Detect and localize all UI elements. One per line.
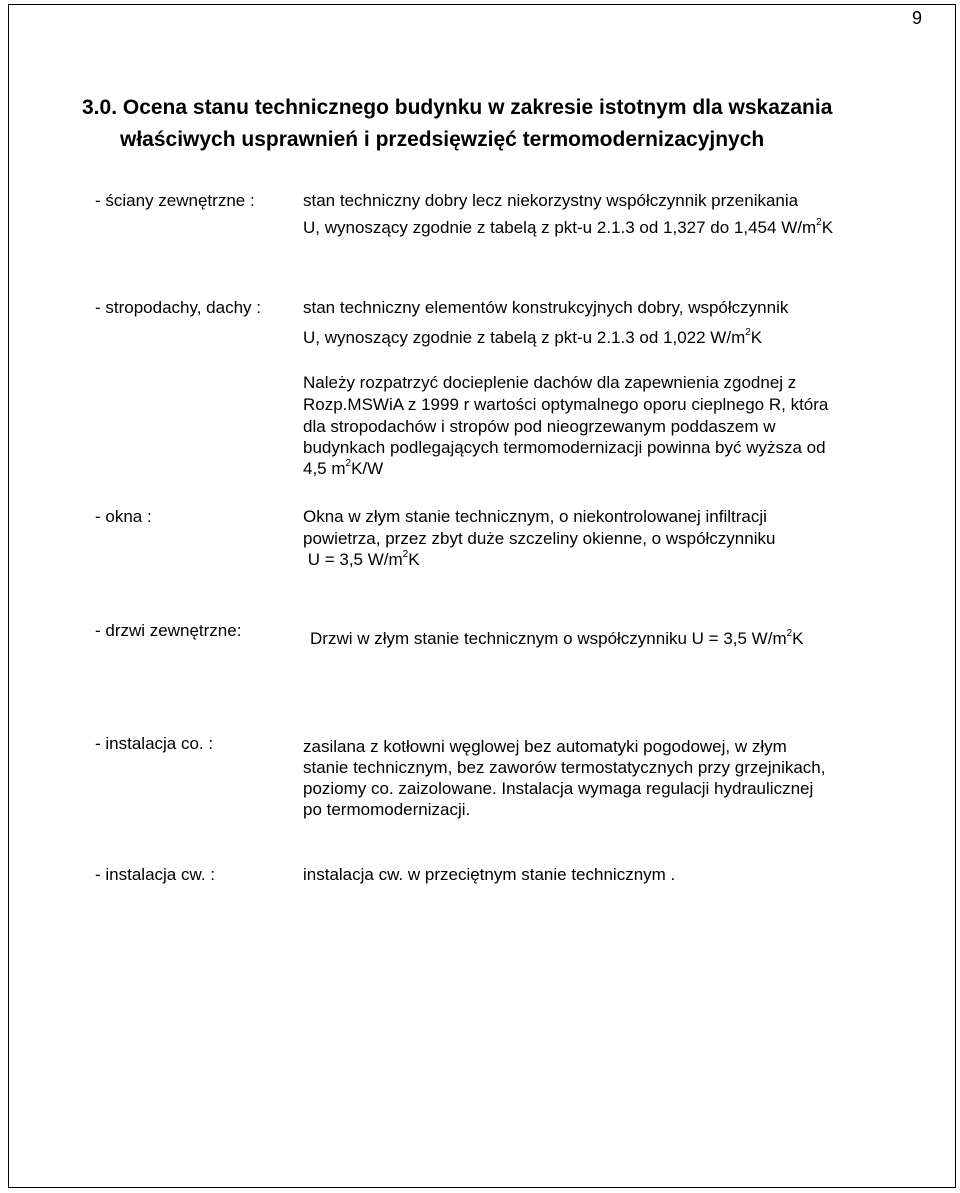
walls-text-line-1: stan techniczny dobry lecz niekorzystny współczynnik przenikania [303,191,799,210]
walls-unit-superscript: 2 [816,217,822,229]
roofs-note-superscript: 2 [345,458,352,470]
roofs-text-line-2: U, wynoszący zgodnie z tabelą z pkt-u 2.1.3 od 1,022 $W/m^2K$ [303,327,763,347]
walls-label: - ściany zewnętrzne : [95,191,255,210]
doors-text: Drzwi w złym stanie technicznym o współczynniku U = 3,5 $W/m^2K$ [310,628,804,648]
roofs-note-line-5: 4,5 $m^2K/W$ [303,458,384,478]
windows-unit-superscript: 2 [402,549,409,561]
hot-water-label: - instalacja cw. : [95,865,215,884]
roofs-note-line-3: dla stropodachów i stropów pod nieogrzewanym poddaszem w [303,417,776,436]
heating-text-line-1: zasilana z kotłowni węglowej bez automatyki pogodowej, w złym [303,737,787,756]
roofs-label: - stropodachy, dachy : [95,298,261,317]
page-frame [8,4,956,1188]
heating-text-line-3: poziomy co. zaizolowane. Instalacja wymaga regulacji hydraulicznej [303,779,814,798]
roofs-text-line-1: stan techniczny elementów konstrukcyjnych dobry, współczynnik [303,298,789,317]
windows-text-line-2: powietrza, przez zbyt duże szczeliny okienne, o współczynniku [303,529,776,548]
doors-label: - drzwi zewnętrzne: [95,621,242,640]
roofs-note-line-2: Rozp.MSWiA z 1999 r wartości optymalnego oporu cieplnego R, która [303,395,829,414]
doors-unit-superscript: 2 [786,628,793,640]
windows-text-line-3: U = 3,5 $W/m^2K$ [303,549,420,569]
section-heading-line-2: właściwych usprawnień i przedsięwzięć termomodernizacyjnych [120,128,765,151]
windows-text-line-1: Okna w złym stanie technicznym, o niekontrolowanej infiltracji [303,507,767,526]
heating-text-line-4: po termomodernizacji. [303,800,471,819]
roofs-unit-superscript: 2 [745,327,751,339]
walls-text-line-2: U, wynoszący zgodnie z tabelą z pkt-u 2.1.3 od 1,327 do 1,454 $W/m^2K$ [303,217,834,237]
heating-label: - instalacja co. : [95,734,214,753]
roofs-note-line-1: Należy rozpatrzyć docieplenie dachów dla zapewnienia zgodnej z [303,373,797,392]
heating-text-line-2: stanie technicznym, bez zaworów termostatycznych przy grzejnikach, [303,758,826,777]
windows-label: - okna : [95,507,152,526]
section-heading-line-1: 3.0. Ocena stanu technicznego budynku w zakresie istotnym dla wskazania [82,96,833,119]
roofs-note-line-4: budynkach podlegających termomodernizacji powinna być wyższa od [303,438,826,457]
page-number: 9 [912,8,923,28]
hot-water-text: instalacja cw. w przeciętnym stanie technicznym . [303,865,676,884]
